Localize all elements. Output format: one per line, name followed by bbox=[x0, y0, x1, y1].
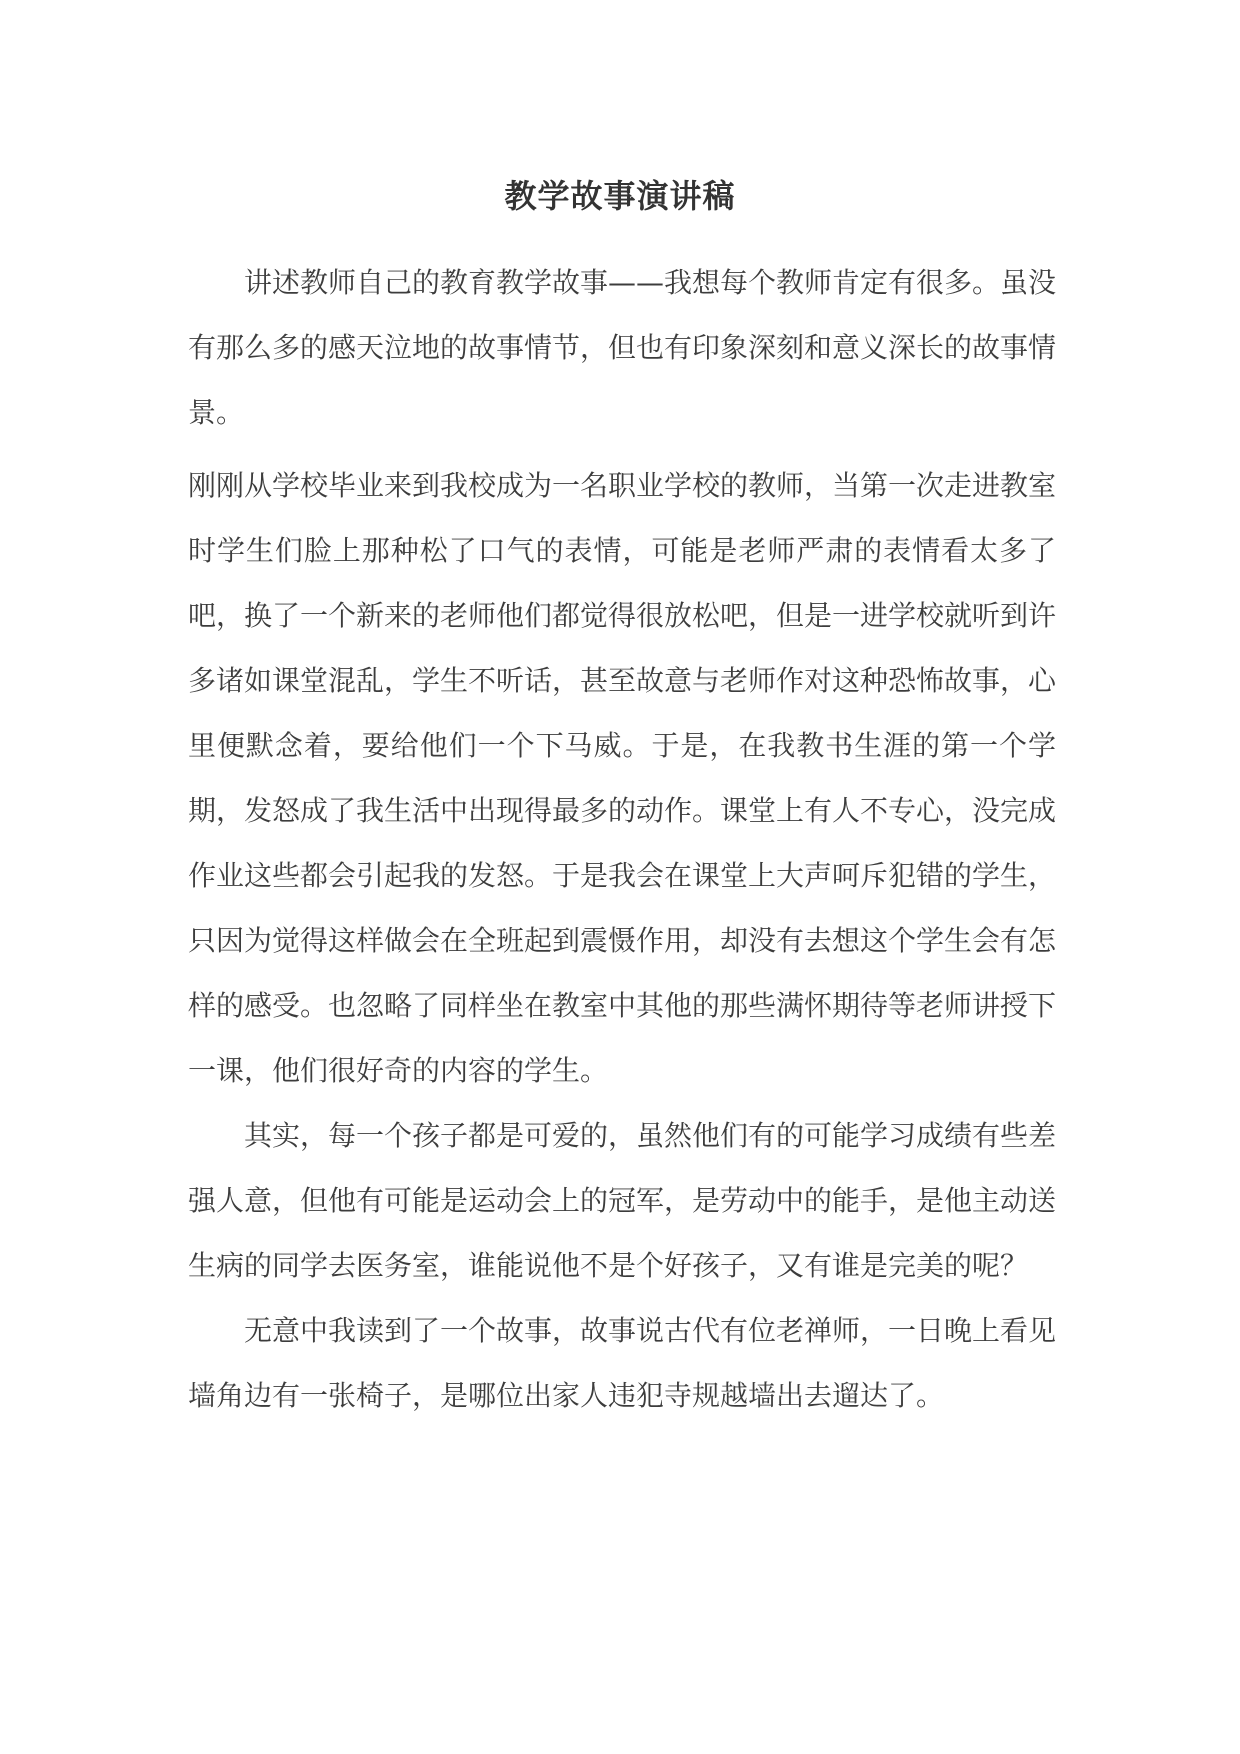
document-body bbox=[188, 250, 1056, 1428]
paragraph-intro: 讲述教师自己的教育教学故事——我想每个教师肯定有很多。虽没有那么多的感天泣地的故事情节，但也有印象深刻和意义深长的故事情景。 bbox=[188, 266, 1057, 429]
document-title: 教学故事演讲稿 bbox=[504, 177, 736, 215]
paragraph-first-semester: 刚刚从学校毕业来到我校成为一名职业学校的教师，当第一次走进教室时学生们脸上那种松了口气的表情，可能是老师严肃的表情看太多了吧，换了一个新来的老师他们都觉得很放松吧，但是一进学校就听到许多诸如课堂混乱，学生不听话，甚至故意与老师作对这种恐怖故事，心里便默念着，要给他们一个下马威。于是，在我教书生涯的第一个学期，发怒成了我生活中出现得最多的动作。课堂上有人不专心，没完成作业这些都会引起我的发怒。于是我会在课堂上大声呵斥犯错的学生，只因为觉得这样做会在全班起到震慑作用，却没有去想这个学生会有怎样的感受。也忽略了同样坐在教室中其他的那些满怀期待等老师讲授下一课，他们很好奇的内容的学生。 bbox=[188, 469, 1057, 1087]
paragraph-zen-story: 无意中我读到了一个故事，故事说古代有位老禅师，一日晚上看见墙角边有一张椅子，是哪位出家人违犯寺规越墙出去遛达了。 bbox=[188, 1314, 1057, 1412]
paragraph-every-child: 其实，每一个孩子都是可爱的，虽然他们有的可能学习成绩有些差强人意，但他有可能是运动会上的冠军，是劳动中的能手，是他主动送生病的同学去医务室，谁能说他不是个好孩子，又有谁是完美的呢？ bbox=[188, 1119, 1057, 1282]
